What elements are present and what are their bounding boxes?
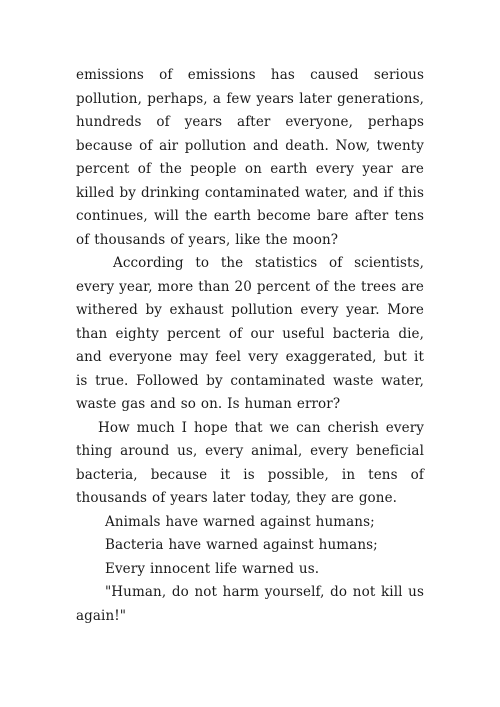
paragraph-2: According to the statistics of scientists, every year, more than 20 percent of the trees are withered by exhaust pollution every year. More than eighty percent of our useful bacteria die, and everyone may feel very exaggerated, but it is true. Followed by contaminated waste water, waste gas and so on. Is human error? — [76, 255, 424, 412]
paragraph-3: How much I hope that we can cherish every thing around us, every animal, every beneficial bacteria, because it is possible, in tens of thousands of years later today, they are gone. — [76, 419, 424, 506]
paragraph-5: Bacteria have warned against humans; — [105, 537, 378, 553]
document-body — [76, 64, 424, 628]
paragraph-4: Animals have warned against humans; — [105, 513, 375, 530]
paragraph-7: "Human, do not harm yourself, do not kill us again!" — [76, 584, 424, 624]
paragraph-1: emissions of emissions has caused serious pollution, perhaps, a few years later generations, hundreds of years after everyone, perhaps because of air pollution and death. Now, twenty percent of the people on earth every year are killed by drinking contaminated water, and if this continues, will the earth become bare after tens of thousands of years, like the moon? — [76, 67, 424, 248]
paragraph-6: Every innocent life warned us. — [105, 560, 320, 577]
